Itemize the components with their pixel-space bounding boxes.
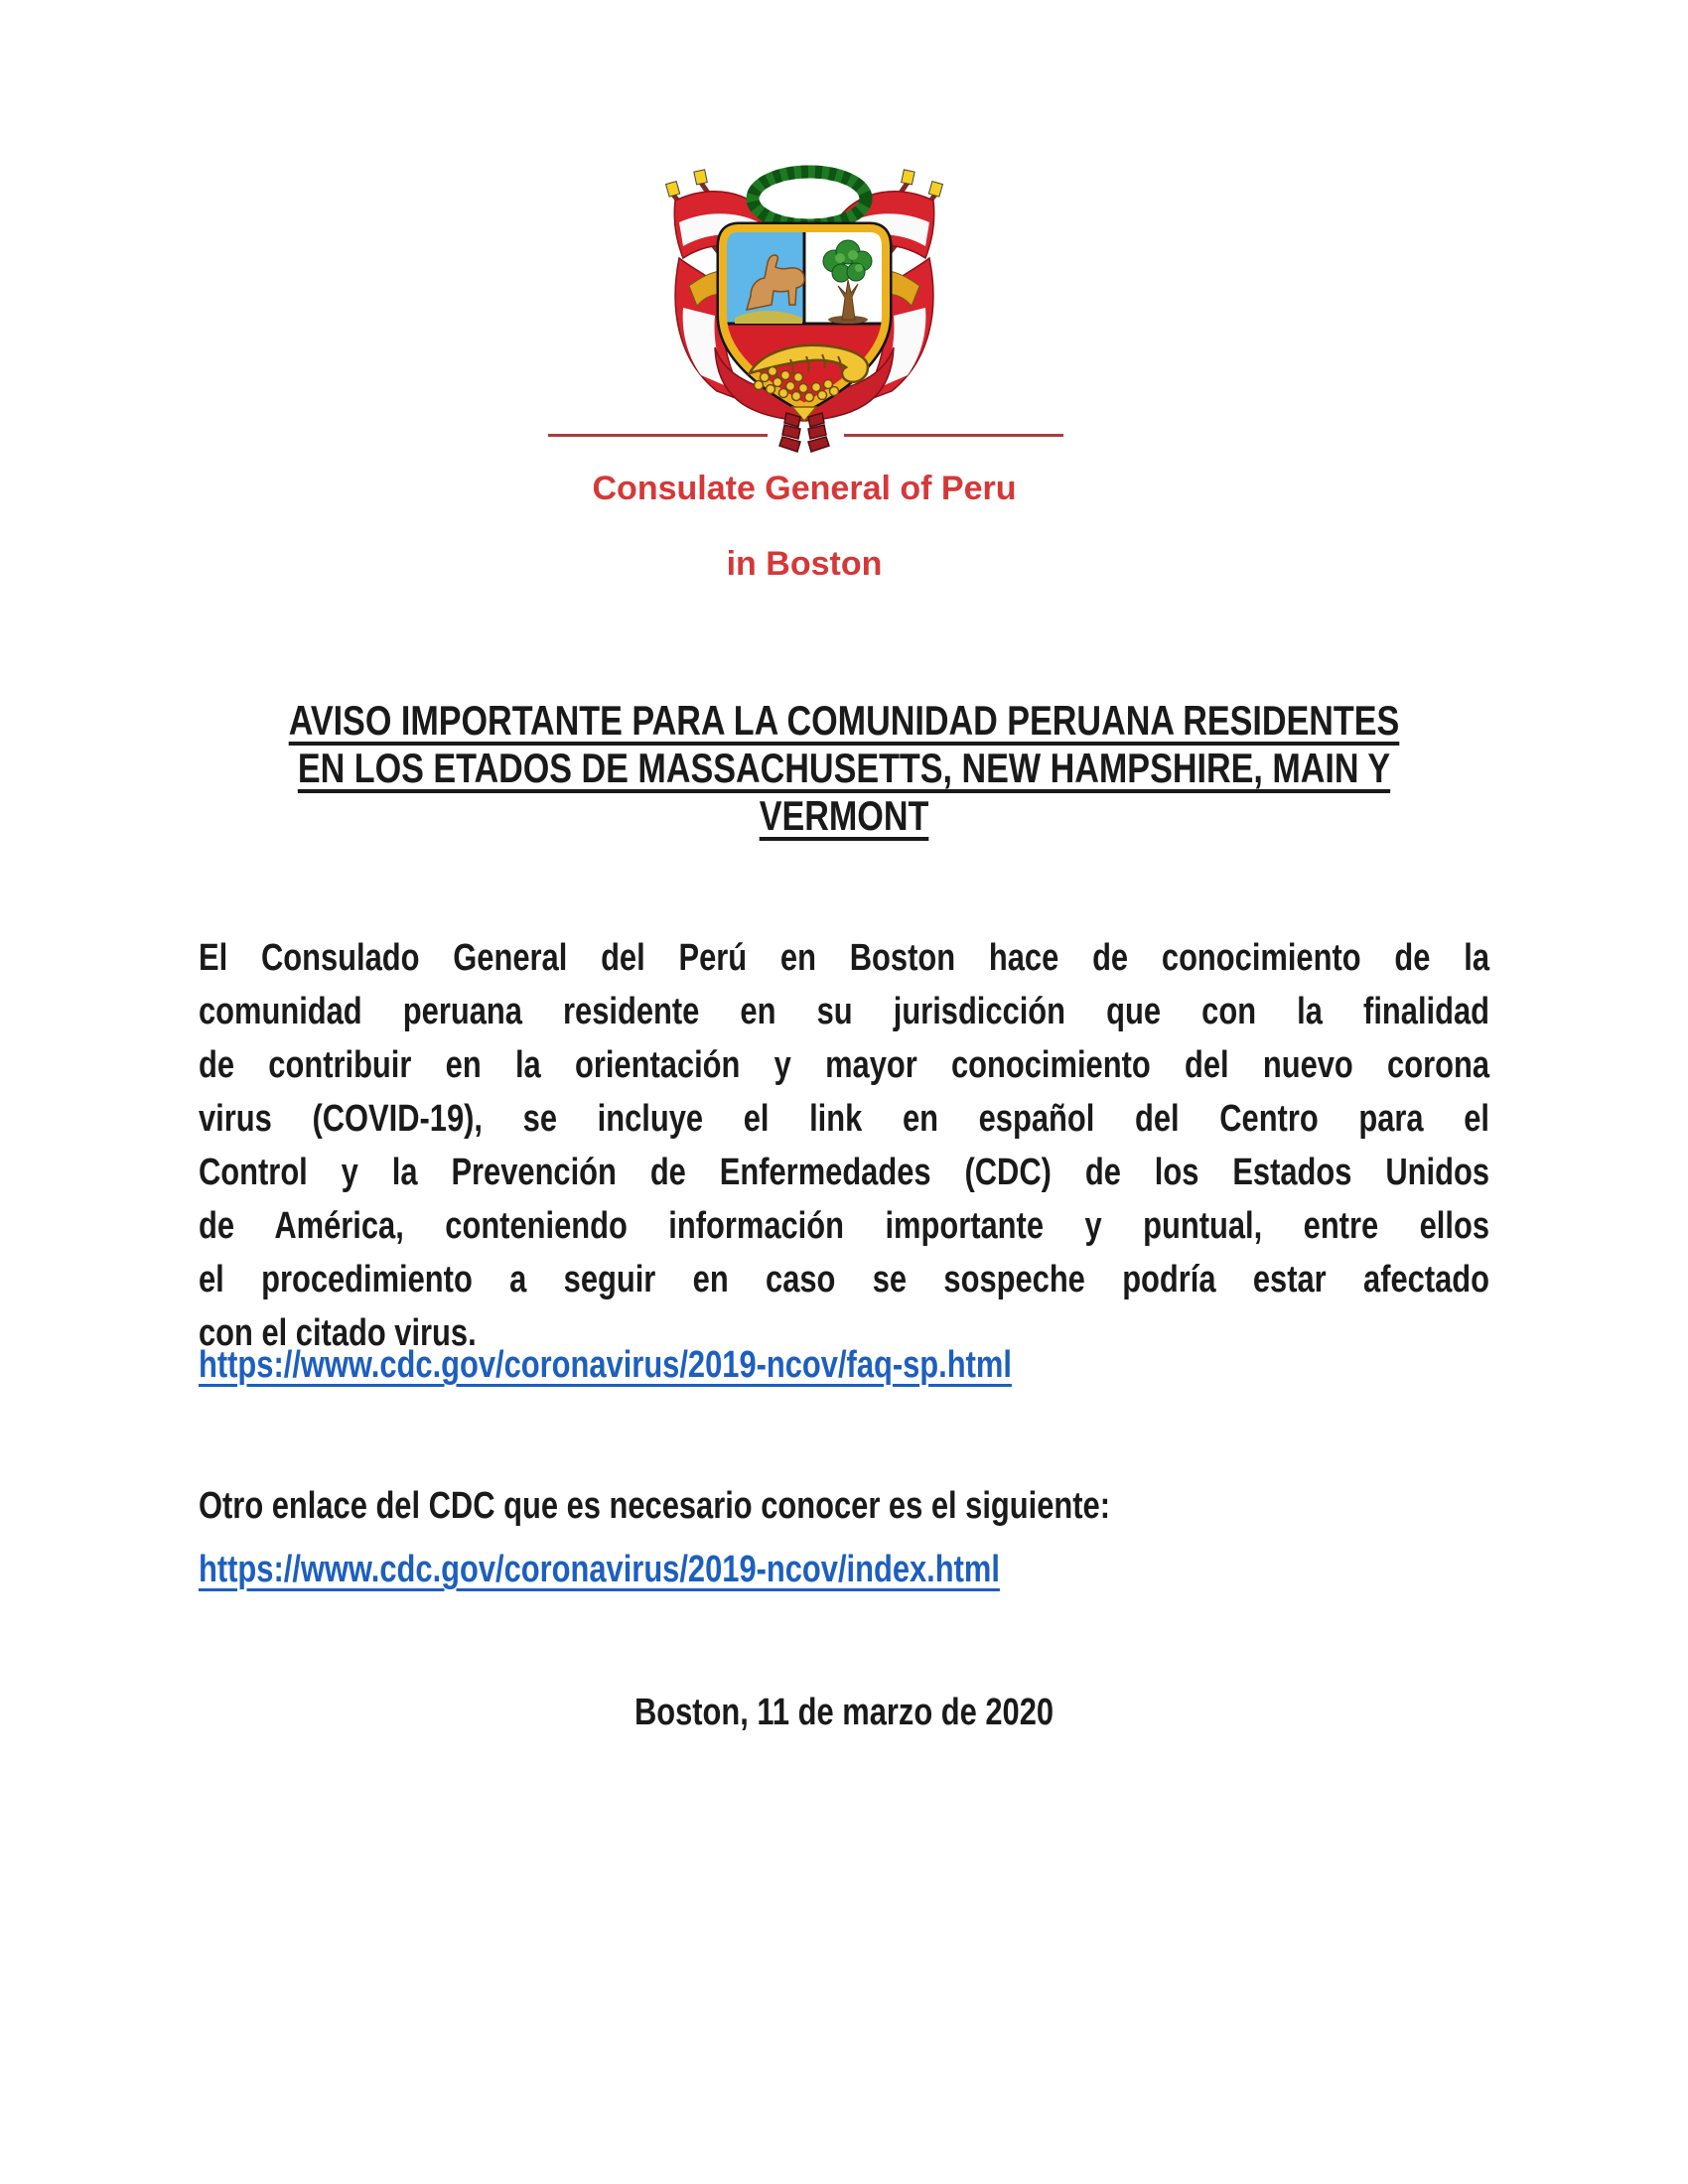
body-paragraph [199, 931, 1489, 1360]
body-line-3: de contribuir en la orientación y mayor conocimiento del nuevo corona [199, 1044, 1489, 1086]
heading-line-1: AVISO IMPORTANTE PARA LA COMUNIDAD PERUANA RESIDENTES [288, 697, 1400, 744]
body-line-1: El Consulado General del Perú en Boston hace de conocimiento de la [199, 937, 1489, 979]
body-line-7: el procedimiento a seguir en caso se sospeche podría estar afectado [199, 1259, 1489, 1300]
heading-line-2: EN LOS ETADOS DE MASSACHUSETTS, NEW HAMPSHIRE, MAIN Y [297, 745, 1391, 791]
laurel-wreath [753, 172, 866, 225]
cdc-faq-link[interactable]: https://www.cdc.gov/coronavirus/2019-ncov/faq-sp.html [199, 1344, 1012, 1386]
body-line-6: de América, conteniendo información importante y puntual, entre ellos [199, 1205, 1489, 1247]
peru-coat-of-arms [655, 159, 953, 457]
logo-divider-left [548, 434, 768, 437]
between-text: Otro enlace del CDC que es necesario conocer es el siguiente: [199, 1485, 1110, 1527]
date-line: Boston, 11 de marzo de 2020 [633, 1692, 1055, 1733]
ribbon-tassel [779, 407, 829, 452]
body-line-2: comunidad peruana residente en su jurisdicción que con la finalidad [199, 991, 1489, 1032]
notice-heading [199, 697, 1489, 840]
org-name-line2: in Boston [726, 545, 883, 583]
body-line-5: Control y la Prevención de Enfermedades (CDC) de los Estados Unidos [199, 1152, 1489, 1193]
logo-divider-right [844, 434, 1063, 437]
org-name-line1: Consulate General of Peru [592, 470, 1017, 507]
body-line-8: con el citado virus. [199, 1312, 477, 1354]
date-line-row [199, 1686, 1489, 1739]
body-line-4: virus (COVID-19), se incluye el link en español del Centro para el [199, 1098, 1489, 1140]
consulate-logo [0, 0, 1688, 615]
between-text-row [199, 1479, 1489, 1533]
heading-line-3: VERMONT [759, 792, 929, 839]
cdc-faq-link-row [199, 1338, 1489, 1392]
cdc-index-link-row [199, 1543, 1489, 1596]
cdc-index-link[interactable]: https://www.cdc.gov/coronavirus/2019-ncov/index.html [199, 1549, 1000, 1590]
